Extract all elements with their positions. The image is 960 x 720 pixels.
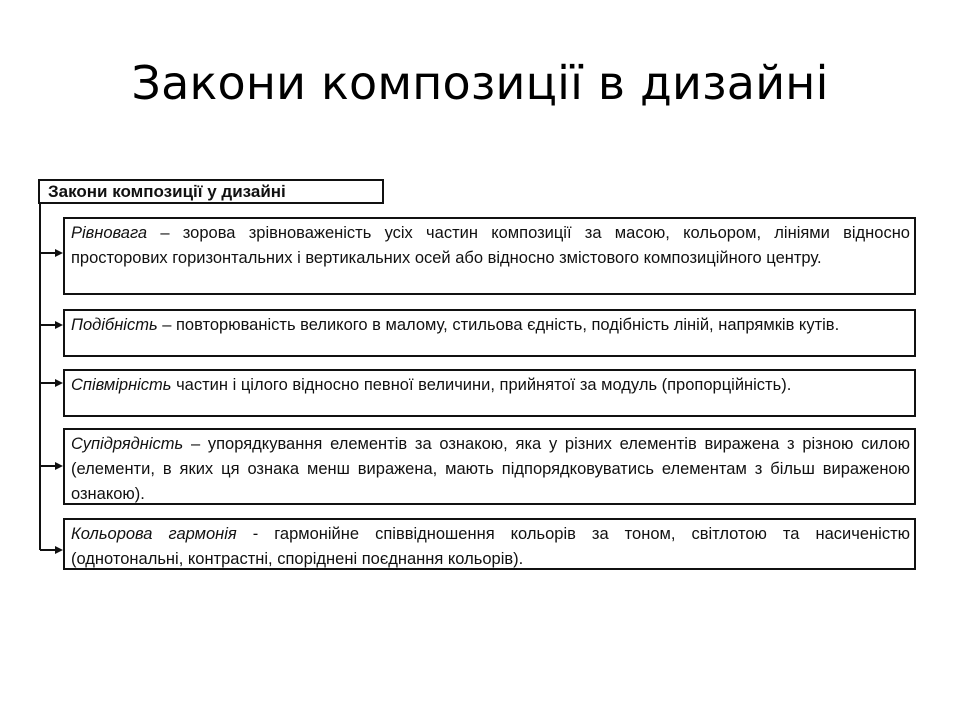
connector-arrow-3 <box>40 379 63 387</box>
law-definition: частин і цілого відносно певної величини, прийнятої за модуль (пропорційність). <box>176 376 792 394</box>
slide-title: Закони композиції в дизайні <box>131 56 829 110</box>
law-box-supidryadnist <box>63 428 916 505</box>
law-separator: – <box>157 316 176 334</box>
law-separator: - <box>236 525 275 543</box>
law-term: Співмірність <box>71 376 172 394</box>
law-term: Кольорова гармонія <box>71 525 237 543</box>
connector-arrow-1 <box>40 249 63 257</box>
law-separator: – <box>183 435 208 453</box>
law-box-kolorova-harmoniya <box>63 518 916 570</box>
law-definition: упорядкування елементів за ознакою, яка у різних елементів виражена з різною силою (елементи, в яких ця ознака менш виражена, мають підпорядковуватись елементам з більш вираженою ознакою). <box>71 435 910 503</box>
law-definition: зорова зрівноваженість усіх частин композиції за масою, кольором, лініями відносно просторових горизонтальних і вертикальних осей або відносно змістового композиційного центру. <box>71 224 910 267</box>
law-term: Рівновага <box>71 224 148 242</box>
connector-arrow-4 <box>40 462 63 470</box>
law-term: Подібність <box>71 316 158 334</box>
connector-arrow-5 <box>40 546 63 554</box>
law-separator: – <box>147 224 183 242</box>
diagram-header: Закони композиції у дизайні <box>38 179 384 204</box>
law-box-rivnovaha <box>63 217 916 295</box>
law-term: Супідрядність <box>71 435 184 453</box>
law-definition: гармонійне співвідношення кольорів за тоном, світлотою та насиченістю (однотональні, контрастні, споріднені поєднання кольорів). <box>71 525 911 568</box>
law-definition: повторюваність великого в малому, стильова єдність, подібність ліній, напрямків кутів. <box>175 316 840 334</box>
law-box-spivmirnist <box>63 369 916 417</box>
law-box-podibnist <box>63 309 916 357</box>
connector-arrow-2 <box>40 321 63 329</box>
